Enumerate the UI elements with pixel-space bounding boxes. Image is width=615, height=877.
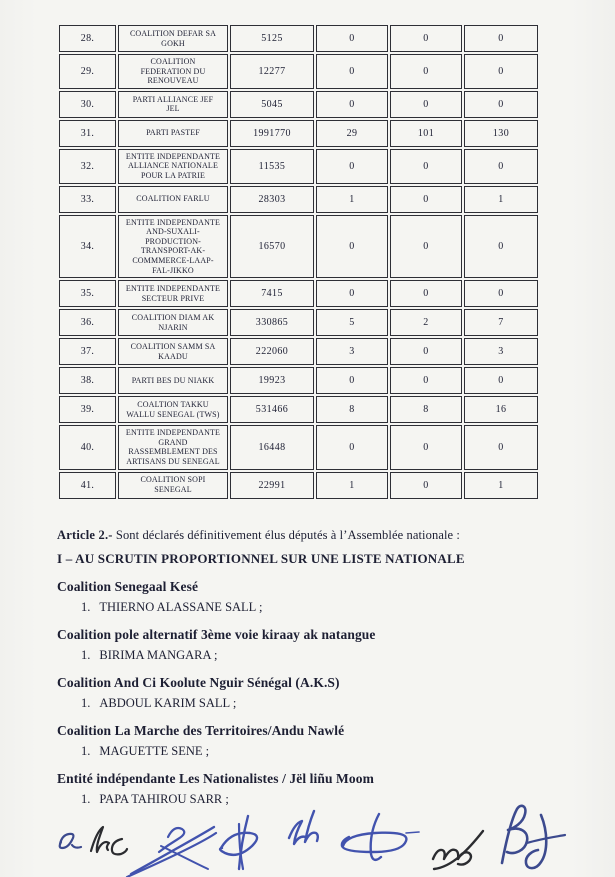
party-name-cell: ENTITE INDEPENDANTE GRAND RASSEMBLEMENT DES ARTISANS DU SENEGAL bbox=[118, 425, 228, 469]
value-b-cell: 0 bbox=[390, 367, 462, 394]
party-name-cell: COALITION DIAM AK NJARIN bbox=[118, 309, 228, 336]
value-a-cell: 1 bbox=[316, 186, 388, 213]
member-row bbox=[81, 648, 592, 663]
value-a-cell: 1 bbox=[316, 472, 388, 499]
votes-cell: 222060 bbox=[230, 338, 314, 365]
row-number-cell: 35. bbox=[59, 280, 116, 307]
results-table bbox=[57, 23, 540, 501]
row-number-cell: 40. bbox=[59, 425, 116, 469]
member-row bbox=[81, 600, 592, 615]
member-name: PAPA TAHIROU SARR ; bbox=[99, 792, 229, 806]
value-b-cell: 2 bbox=[390, 309, 462, 336]
signature-1-icon bbox=[60, 834, 81, 848]
value-a-cell: 0 bbox=[316, 215, 388, 279]
party-name-cell: COALITION FARLU bbox=[118, 186, 228, 213]
votes-cell: 1991770 bbox=[230, 120, 314, 147]
value-a-cell: 0 bbox=[316, 25, 388, 52]
section-title: I – AU SCRUTIN PROPORTIONNEL SUR UNE LISTE NATIONALE bbox=[57, 551, 465, 566]
value-a-cell: 0 bbox=[316, 280, 388, 307]
row-number-cell: 37. bbox=[59, 338, 116, 365]
value-a-cell: 0 bbox=[316, 149, 388, 184]
row-number-cell: 33. bbox=[59, 186, 116, 213]
value-c-cell: 7 bbox=[464, 309, 538, 336]
row-number-cell: 38. bbox=[59, 367, 116, 394]
coalitions-list bbox=[57, 579, 592, 807]
value-b-cell: 0 bbox=[390, 186, 462, 213]
row-number-cell: 36. bbox=[59, 309, 116, 336]
value-b-cell: 101 bbox=[390, 120, 462, 147]
member-number: 1. bbox=[81, 744, 91, 758]
party-name-cell: COALTION TAKKU WALLU SENEGAL (TWS) bbox=[118, 396, 228, 423]
votes-cell: 5125 bbox=[230, 25, 314, 52]
member-name: ABDOUL KARIM SALL ; bbox=[99, 696, 237, 710]
member-name: BIRIMA MANGARA ; bbox=[99, 648, 218, 662]
value-c-cell: 3 bbox=[464, 338, 538, 365]
row-number-cell: 30. bbox=[59, 91, 116, 118]
row-number-cell: 29. bbox=[59, 54, 116, 89]
signature-8-icon bbox=[502, 806, 565, 868]
signature-2-icon bbox=[91, 827, 127, 854]
member-name: MAGUETTE SENE ; bbox=[99, 744, 210, 758]
value-b-cell: 0 bbox=[390, 338, 462, 365]
value-c-cell: 1 bbox=[464, 186, 538, 213]
votes-cell: 5045 bbox=[230, 91, 314, 118]
table-row bbox=[59, 280, 538, 307]
row-number-cell: 41. bbox=[59, 472, 116, 499]
value-a-cell: 0 bbox=[316, 425, 388, 469]
table-row bbox=[59, 215, 538, 279]
value-b-cell: 0 bbox=[390, 280, 462, 307]
signatures-strip bbox=[0, 782, 615, 877]
row-number-cell: 34. bbox=[59, 215, 116, 279]
party-name-cell: PARTI ALLIANCE JEF JEL bbox=[118, 91, 228, 118]
value-c-cell: 0 bbox=[464, 280, 538, 307]
votes-cell: 531466 bbox=[230, 396, 314, 423]
signature-7-icon bbox=[433, 831, 483, 869]
party-name-cell: PARTI PASTEF bbox=[118, 120, 228, 147]
signature-4-icon bbox=[220, 816, 257, 869]
party-name-cell: ENTITE INDEPENDANTE AND-SUXALI-PRODUCTION-TRANSPORT-AK-COMMMERCE-LAAP-FAL-JIKKO bbox=[118, 215, 228, 279]
votes-cell: 12277 bbox=[230, 54, 314, 89]
coalition-heading: Coalition pole alternatif 3ème voie kiraay ak natangue bbox=[57, 627, 376, 642]
value-b-cell: 0 bbox=[390, 149, 462, 184]
article2-label: Article 2.- bbox=[57, 528, 113, 542]
value-b-cell: 8 bbox=[390, 396, 462, 423]
table-row bbox=[59, 91, 538, 118]
signature-6-icon bbox=[342, 814, 419, 860]
table-row bbox=[59, 396, 538, 423]
member-number: 1. bbox=[81, 792, 91, 806]
value-c-cell: 0 bbox=[464, 25, 538, 52]
table-row bbox=[59, 120, 538, 147]
coalition-section bbox=[57, 627, 592, 663]
party-name-cell: COALITION SOPI SENEGAL bbox=[118, 472, 228, 499]
votes-cell: 11535 bbox=[230, 149, 314, 184]
coalition-heading: Coalition La Marche des Territoires/Andu Nawlé bbox=[57, 723, 345, 738]
article2-text: Sont déclarés définitivement élus députés à l’Assemblée nationale : bbox=[115, 528, 460, 542]
value-b-cell: 0 bbox=[390, 215, 462, 279]
table-row bbox=[59, 472, 538, 499]
value-b-cell: 0 bbox=[390, 425, 462, 469]
table-row bbox=[59, 367, 538, 394]
party-name-cell: ENTITE INDEPENDANTE SECTEUR PRIVE bbox=[118, 280, 228, 307]
results-table-container bbox=[57, 23, 540, 501]
votes-cell: 330865 bbox=[230, 309, 314, 336]
signature-3-icon bbox=[127, 827, 216, 877]
article2-paragraph bbox=[57, 528, 592, 543]
table-row bbox=[59, 309, 538, 336]
party-name-cell: COALITION DEFAR SA GOKH bbox=[118, 25, 228, 52]
votes-cell: 7415 bbox=[230, 280, 314, 307]
value-c-cell: 0 bbox=[464, 54, 538, 89]
votes-cell: 22991 bbox=[230, 472, 314, 499]
table-row bbox=[59, 425, 538, 469]
party-name-cell: PARTI BES DU NIAKK bbox=[118, 367, 228, 394]
member-name: THIERNO ALASSANE SALL ; bbox=[99, 600, 263, 614]
votes-cell: 16448 bbox=[230, 425, 314, 469]
member-row bbox=[81, 744, 592, 759]
member-number: 1. bbox=[81, 648, 91, 662]
coalition-heading: Coalition And Ci Koolute Nguir Sénégal (A.K.S) bbox=[57, 675, 340, 690]
value-b-cell: 0 bbox=[390, 54, 462, 89]
member-number: 1. bbox=[81, 696, 91, 710]
value-a-cell: 5 bbox=[316, 309, 388, 336]
value-c-cell: 16 bbox=[464, 396, 538, 423]
value-c-cell: 0 bbox=[464, 149, 538, 184]
coalition-section bbox=[57, 675, 592, 711]
value-b-cell: 0 bbox=[390, 91, 462, 118]
member-number: 1. bbox=[81, 600, 91, 614]
party-name-cell: COALITION FEDERATION DU RENOUVEAU bbox=[118, 54, 228, 89]
value-a-cell: 8 bbox=[316, 396, 388, 423]
table-row bbox=[59, 186, 538, 213]
value-c-cell: 0 bbox=[464, 425, 538, 469]
signature-5-icon bbox=[289, 811, 318, 844]
decision-text-block bbox=[57, 528, 592, 807]
value-a-cell: 0 bbox=[316, 54, 388, 89]
table-row bbox=[59, 149, 538, 184]
value-c-cell: 0 bbox=[464, 91, 538, 118]
party-name-cell: COALITION SAMM SA KAADU bbox=[118, 338, 228, 365]
value-a-cell: 0 bbox=[316, 367, 388, 394]
coalition-heading: Coalition Senegaal Kesé bbox=[57, 579, 199, 594]
coalition-section bbox=[57, 723, 592, 759]
value-c-cell: 0 bbox=[464, 367, 538, 394]
party-name-cell: ENTITE INDEPENDANTE ALLIANCE NATIONALE POUR LA PATRIE bbox=[118, 149, 228, 184]
value-c-cell: 0 bbox=[464, 215, 538, 279]
member-row bbox=[81, 696, 592, 711]
value-a-cell: 29 bbox=[316, 120, 388, 147]
table-row bbox=[59, 54, 538, 89]
table-row bbox=[59, 25, 538, 52]
votes-cell: 16570 bbox=[230, 215, 314, 279]
votes-cell: 19923 bbox=[230, 367, 314, 394]
value-a-cell: 3 bbox=[316, 338, 388, 365]
coalition-heading: Entité indépendante Les Nationalistes / Jël liñu Moom bbox=[57, 771, 374, 786]
value-b-cell: 0 bbox=[390, 25, 462, 52]
value-c-cell: 1 bbox=[464, 472, 538, 499]
value-a-cell: 0 bbox=[316, 91, 388, 118]
row-number-cell: 28. bbox=[59, 25, 116, 52]
row-number-cell: 31. bbox=[59, 120, 116, 147]
row-number-cell: 32. bbox=[59, 149, 116, 184]
table-row bbox=[59, 338, 538, 365]
value-b-cell: 0 bbox=[390, 472, 462, 499]
coalition-section bbox=[57, 579, 592, 615]
value-c-cell: 130 bbox=[464, 120, 538, 147]
votes-cell: 28303 bbox=[230, 186, 314, 213]
row-number-cell: 39. bbox=[59, 396, 116, 423]
